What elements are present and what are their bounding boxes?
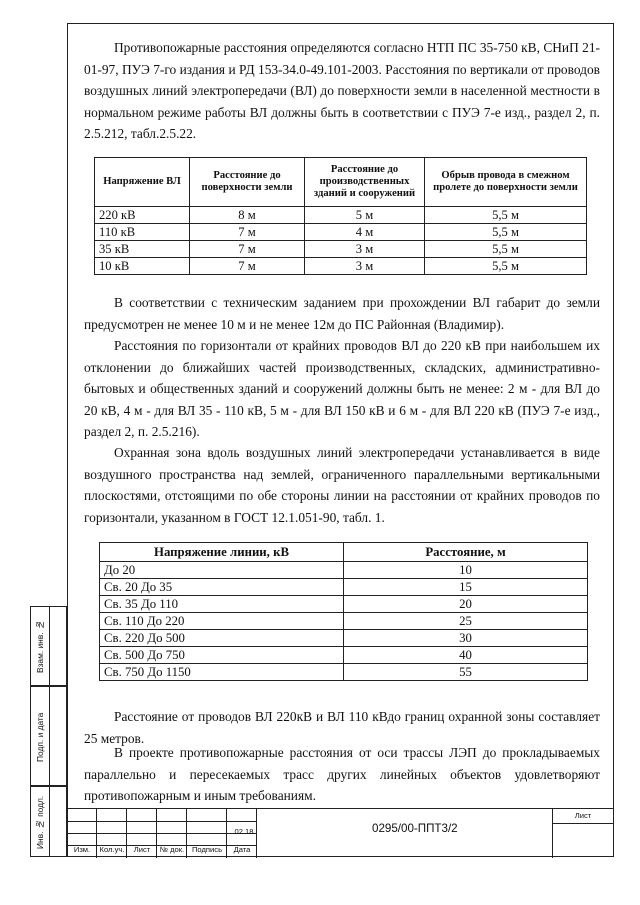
table-row: [100, 562, 588, 579]
paragraph-text: В соответствии с техническим заданием при прохождении ВЛ габарит до земли предусмотрен не менее 10 м и не менее 12м до ПС Районная (Владимир).: [84, 295, 600, 332]
table-cell: 40: [344, 647, 588, 664]
table-cell: 110 кВ: [95, 224, 190, 241]
table-cell: 25: [344, 613, 588, 630]
document-code: 0295/00-ППТ3/2: [372, 822, 458, 835]
security-zone-table: [99, 542, 588, 681]
table-cell: 5,5 м: [425, 207, 587, 224]
label-data: Дата: [233, 845, 251, 854]
table-cell: 5 м: [305, 207, 425, 224]
label-n-dok: № док.: [159, 845, 185, 854]
table-row: [100, 613, 588, 630]
header-cell: Напряжение ВЛ: [95, 158, 190, 207]
table-cell: 4 м: [305, 224, 425, 241]
paragraph-text: Расстояния по горизонтали от крайних проводов ВЛ до 220 кВ при наибольшем их отклонении до ближайших частей производственных, складских, административно-бытовых и общественных зданий и сооружений должны быть не менее: 2 м - для ВЛ до 20 кВ, 4 м - для ВЛ 35 - 110 кВ, 5 м - для ВЛ 150 кВ и 6 м - для ВЛ 220 кВ (ПУЭ 7-е изд., раздел 2, п. 2.5.216).: [84, 338, 600, 440]
label-izm: Изм.: [73, 845, 91, 854]
table-row: [95, 207, 587, 224]
table-cell: 3 м: [305, 258, 425, 275]
paragraph-clearance: [84, 292, 600, 335]
sheet-label: Лист: [574, 811, 592, 820]
paragraph-text: Противопожарные расстояния определяются согласно НТП ПС 35-750 кВ, СНиП 21-01-97, ПУЭ 7-го издания и РД 153-34.0-49.101-2003. Расстояния по вертикали от проводов воздушных линий электропередачи (ВЛ) до поверхности земли в населенной местности в нормальном режиме работы ВЛ должны быть в соответствии с ПУЭ 7-е изд., раздел 2, п. 2.5.212, табл.2.5.22.: [84, 40, 600, 142]
table-row: [95, 241, 587, 258]
header-cell: Расстояние до поверхности земли: [190, 158, 305, 207]
table-cell: 10 кВ: [95, 258, 190, 275]
table-header-row: [100, 543, 588, 562]
label-podpis: Подпись: [191, 845, 223, 854]
table-cell: 220 кВ: [95, 207, 190, 224]
table-cell: Св. 20 До 35: [100, 579, 344, 596]
side-stamp-podp-data: [30, 686, 67, 786]
paragraph-fire-distances: [84, 37, 600, 145]
label-list: Лист: [133, 845, 151, 854]
table-cell: 5,5 м: [425, 224, 587, 241]
table-cell: 3 м: [305, 241, 425, 258]
paragraph-text: Расстояние от проводов ВЛ 220кВ и ВЛ 110 кВдо границ охранной зоны составляет 25 метров.: [84, 709, 600, 746]
side-stamp-label: Взам. инв. №: [35, 620, 45, 674]
paragraph-text: В проекте противопожарные расстояния от оси трассы ЛЭП до прокладываемых параллельно и пересекаемых трасс других линейных объектов удовлетворяют противопожарным и иным требованиям.: [84, 745, 600, 804]
table-cell: 30: [344, 630, 588, 647]
table-cell: 8 м: [190, 207, 305, 224]
side-stamp-inv-zam: [30, 606, 67, 686]
table-cell: 5,5 м: [425, 258, 587, 275]
title-block-sheet-line: [552, 823, 614, 824]
paragraph-horizontal-distances: [84, 335, 600, 443]
table-cell: Св. 500 До 750: [100, 647, 344, 664]
header-cell: Расстояние до производственных зданий и сооружений: [305, 158, 425, 207]
table-cell: 55: [344, 664, 588, 681]
table-row: [95, 224, 587, 241]
table-cell: Св. 35 До 110: [100, 596, 344, 613]
table-cell: 20: [344, 596, 588, 613]
table-row: [100, 647, 588, 664]
table-cell: 15: [344, 579, 588, 596]
table-row: [100, 579, 588, 596]
date-value: 02.18: [234, 827, 254, 836]
table-cell: 5,5 м: [425, 241, 587, 258]
paragraph-text: Охранная зона вдоль воздушных линий электропередачи устанавливается в виде воздушного пространства над землей, ограниченного параллельными вертикальными плоскостями, отстоящими по обе стороны линии на расстоянии от крайних проводов по горизонтали, указанном в ГОСТ 12.1.051-90, табл. 1.: [84, 445, 600, 525]
table-cell: 35 кВ: [95, 241, 190, 258]
side-stamp-inv-podl: [30, 786, 67, 857]
header-cell: Обрыв провода в смежном пролете до поверхности земли: [425, 158, 587, 207]
table-cell: 7 м: [190, 241, 305, 258]
paragraph-project-compliance: [84, 742, 600, 807]
table-cell: 10: [344, 562, 588, 579]
side-stamp-label: Инв. № подл.: [35, 795, 45, 850]
header-cell: Расстояние, м: [344, 543, 588, 562]
table-cell: До 20: [100, 562, 344, 579]
table-cell: 7 м: [190, 224, 305, 241]
vertical-distances-table: [94, 157, 587, 275]
header-cell: Напряжение линии, кВ: [100, 543, 344, 562]
label-kol-uch: Кол.уч.: [99, 845, 125, 854]
table-cell: Св. 220 До 500: [100, 630, 344, 647]
table-cell: Св. 750 До 1150: [100, 664, 344, 681]
table-row: [100, 664, 588, 681]
table-cell: 7 м: [190, 258, 305, 275]
paragraph-security-zone: [84, 442, 600, 528]
table-row: [100, 596, 588, 613]
side-stamp-label: Подп. и дата: [35, 712, 45, 762]
table-row: [95, 258, 587, 275]
table-row: [100, 630, 588, 647]
table-cell: Св. 110 До 220: [100, 613, 344, 630]
table-header-row: [95, 158, 587, 207]
